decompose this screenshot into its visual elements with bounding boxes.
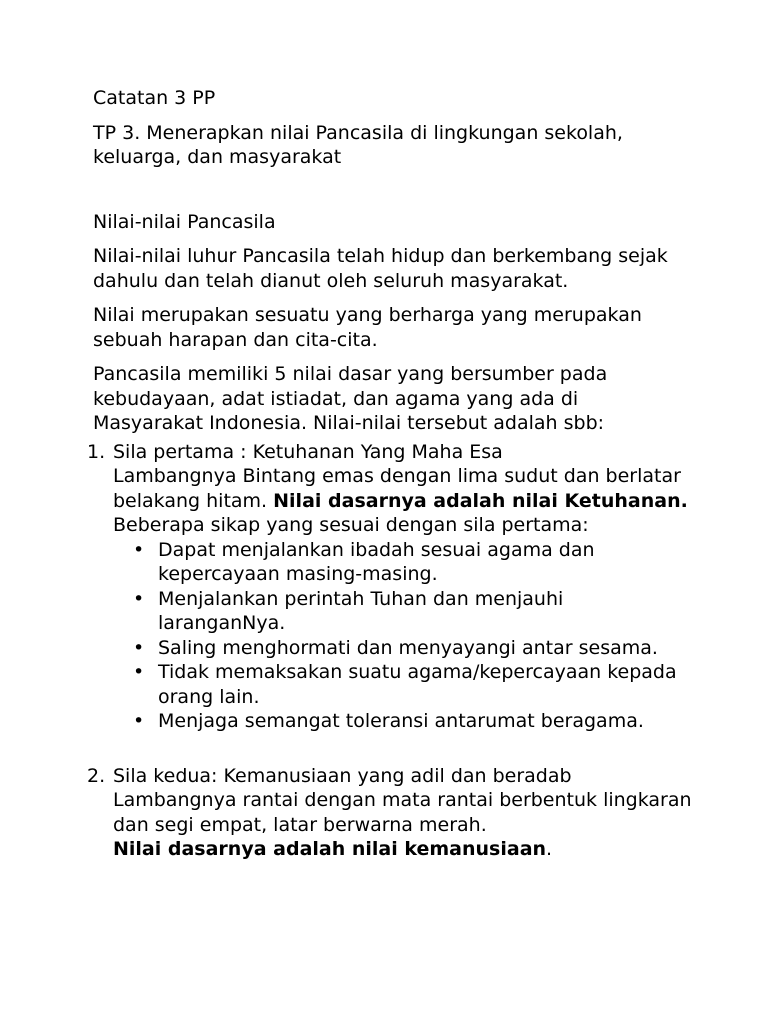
sila-title: Sila kedua: Kemanusiaan yang adil dan beradab <box>113 764 572 787</box>
bullet-icon: • <box>133 710 145 732</box>
sila-number: 2. <box>87 764 106 787</box>
sila-value-bold: Nilai dasarnya adalah nilai Ketuhanan. <box>273 489 688 512</box>
bullet-icon: • <box>133 538 145 561</box>
document-page <box>87 86 693 862</box>
paragraph-value-definition: Nilai merupakan sesuatu yang berharga yang merupakan sebuah harapan dan cita-cita. <box>93 304 642 351</box>
spacer <box>93 180 693 210</box>
paragraph-five-values: Pancasila memiliki 5 nilai dasar yang bersumber pada kebudayaan, adat istiadat, dan agama yang ada di Masyarakat Indonesia. Nilai-nilai tersebut adalah sbb: <box>93 363 608 434</box>
sila-symbol-text: Lambangnya Bintang emas dengan lima sudut dan berlatar belakang hitam. <box>113 465 681 512</box>
list-item <box>113 709 693 734</box>
sila-list <box>87 440 693 862</box>
list-item-text: Tidak memaksakan suatu agama/kepercayaan kepada orang lain. <box>158 661 677 708</box>
list-item-text: Dapat menjalankan ibadah sesuai agama dan kepercayaan masing-masing. <box>158 538 595 585</box>
list-item-text: Menjalankan perintah Tuhan dan menjauhi laranganNya. <box>158 587 564 634</box>
bullet-icon: • <box>133 587 145 610</box>
sila-item-2 <box>87 764 693 862</box>
document-title: Catatan 3 PP <box>93 87 216 109</box>
sila-title: Sila pertama : Ketuhanan Yang Maha Esa <box>113 440 503 463</box>
sila-value-bold: Nilai dasarnya adalah nilai kemanusiaan <box>113 838 547 860</box>
section-heading: Nilai-nilai Pancasila <box>93 210 276 233</box>
sila-value-period: . <box>546 838 553 860</box>
list-item <box>113 538 693 587</box>
sila-symbol-desc <box>113 464 693 513</box>
sila-item-1 <box>87 440 693 734</box>
list-item-text: Menjaga semangat toleransi antarumat beragama. <box>158 710 644 732</box>
spacer <box>93 734 693 764</box>
bullet-icon: • <box>133 636 145 659</box>
list-item <box>113 587 693 636</box>
sila-symbol-desc: Lambangnya rantai dengan mata rantai berbentuk lingkaran dan segi empat, latar berwarna merah. <box>113 789 692 836</box>
list-item <box>113 636 693 661</box>
attitudes-list <box>113 538 693 734</box>
list-item <box>113 660 693 709</box>
list-item-text: Saling menghormati dan menyayangi antar sesama. <box>158 636 658 659</box>
learning-objective: TP 3. Menerapkan nilai Pancasila di lingkungan sekolah, keluarga, dan masyarakat <box>93 121 623 168</box>
attitudes-intro: Beberapa sikap yang sesuai dengan sila pertama: <box>113 514 589 536</box>
sila-number: 1. <box>87 440 106 463</box>
paragraph-intro: Nilai-nilai luhur Pancasila telah hidup dan berkembang sejak dahulu dan telah dianut oleh seluruh masyarakat. <box>93 245 668 292</box>
sila-value <box>113 837 693 862</box>
bullet-icon: • <box>133 661 145 683</box>
